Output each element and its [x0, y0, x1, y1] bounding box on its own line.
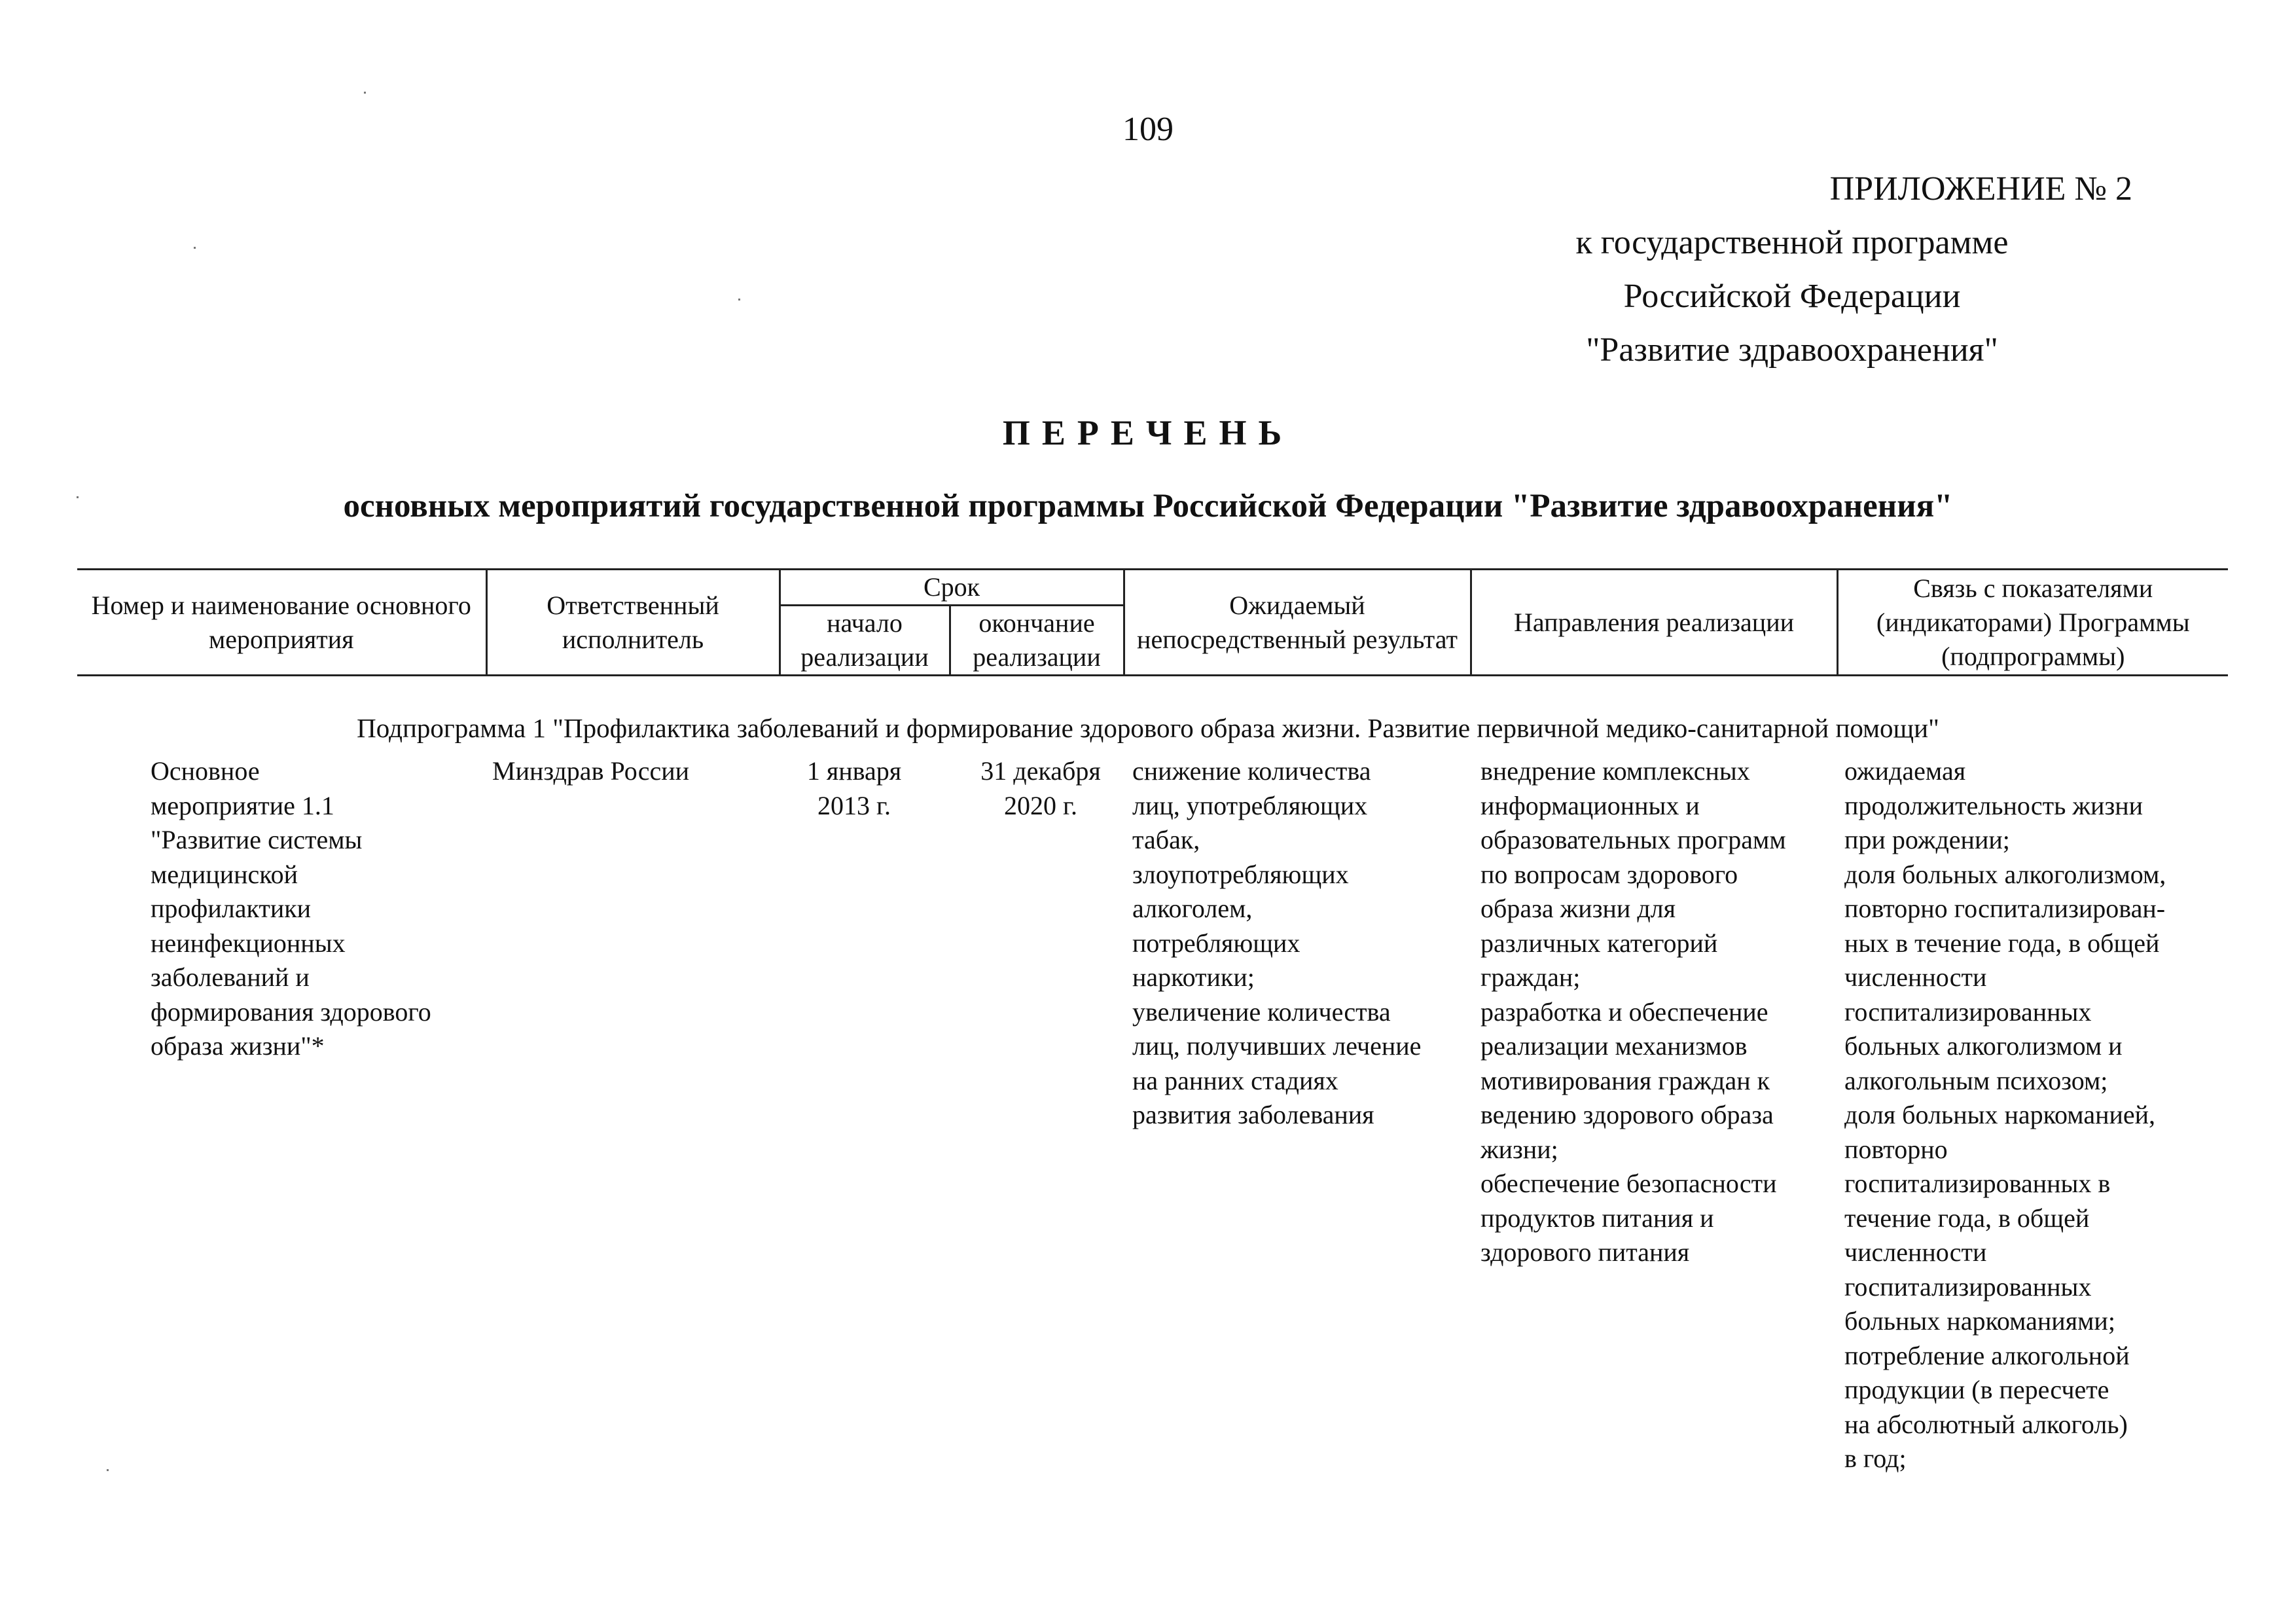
scan-speck	[364, 92, 366, 94]
cell-expected-result: снижение количества лиц, употребляющих табак, злоупотребляющих алкоголем, потребляющих наркотики; увеличение количества лиц, получивших лечение на ранних стадиях развития заболевания	[1132, 756, 1422, 1129]
header-term: Срок	[780, 570, 1124, 606]
scan-speck	[194, 247, 196, 249]
header-directions: Направления реализации	[1471, 570, 1837, 676]
scan-speck	[77, 496, 79, 498]
table-header	[77, 568, 2228, 676]
cell-indicators: ожидаемая продолжительность жизни при рождении; доля больных алкоголизмом, повторно госпитализирован- ных в течение года, в общей численности госпитализированных больных алкоголизмом и алкогольным психозом; доля больных наркоманией, повторно госпитализированных в течение года, в общей численности госпитализированных больных наркоманиями; потребление алкогольной продукции (в пересчете на абсолютный алкоголь) в год;	[1844, 756, 2166, 1473]
title-subtitle: основных мероприятий государственной программы Российской Федерации "Развитие здравоохранения"	[343, 488, 1953, 524]
appendix-line-1: к государственной программе	[1575, 224, 2009, 261]
appendix-line-3: "Развитие здравоохранения"	[1586, 331, 1998, 369]
page-number: 109	[1122, 111, 1174, 148]
cell-end: 31 декабря 2020 г.	[980, 756, 1101, 820]
header-event-name: Номер и наименование основного мероприятия	[77, 570, 486, 676]
appendix-line-2: Российской Федерации	[1623, 278, 1961, 315]
header-start: начало реализации	[780, 606, 950, 676]
scan-speck	[107, 1469, 109, 1471]
scan-speck	[738, 299, 740, 301]
cell-event-name: Основное мероприятие 1.1 "Развитие системы медицинской профилактики неинфекционных заболеваний и формирования здорового образа жизни"*	[151, 756, 431, 1061]
cell-executor: Минздрав России	[492, 756, 690, 786]
document-title	[0, 412, 2296, 525]
subprogram-title: Подпрограмма 1 "Профилактика заболеваний и формирование здорового образа жизни. Развитие первичной медико-санитарной помощи"	[357, 713, 1939, 743]
header-end: окончание реализации	[950, 606, 1124, 676]
cell-directions: внедрение комплексных информационных и образовательных программ по вопросам здорового образа жизни для различных категорий граждан; разработка и обеспечение реализации механизмов мотивирования граждан к ведению здорового образа жизни; обеспечение безопасности продуктов питания и здорового питания	[1480, 756, 1786, 1267]
header-indicators: Связь с показателями (индикаторами) Программы (подпрограммы)	[1837, 570, 2228, 676]
appendix-block	[1432, 162, 2152, 377]
title-main: ПЕРЕЧЕНЬ	[1002, 413, 1294, 452]
header-executor: Ответственный исполнитель	[486, 570, 780, 676]
cell-start: 1 января 2013 г.	[806, 756, 902, 820]
appendix-title: ПРИЛОЖЕНИЕ № 2	[1829, 170, 2132, 208]
header-expected-result: Ожидаемый непосредственный результат	[1124, 570, 1471, 676]
